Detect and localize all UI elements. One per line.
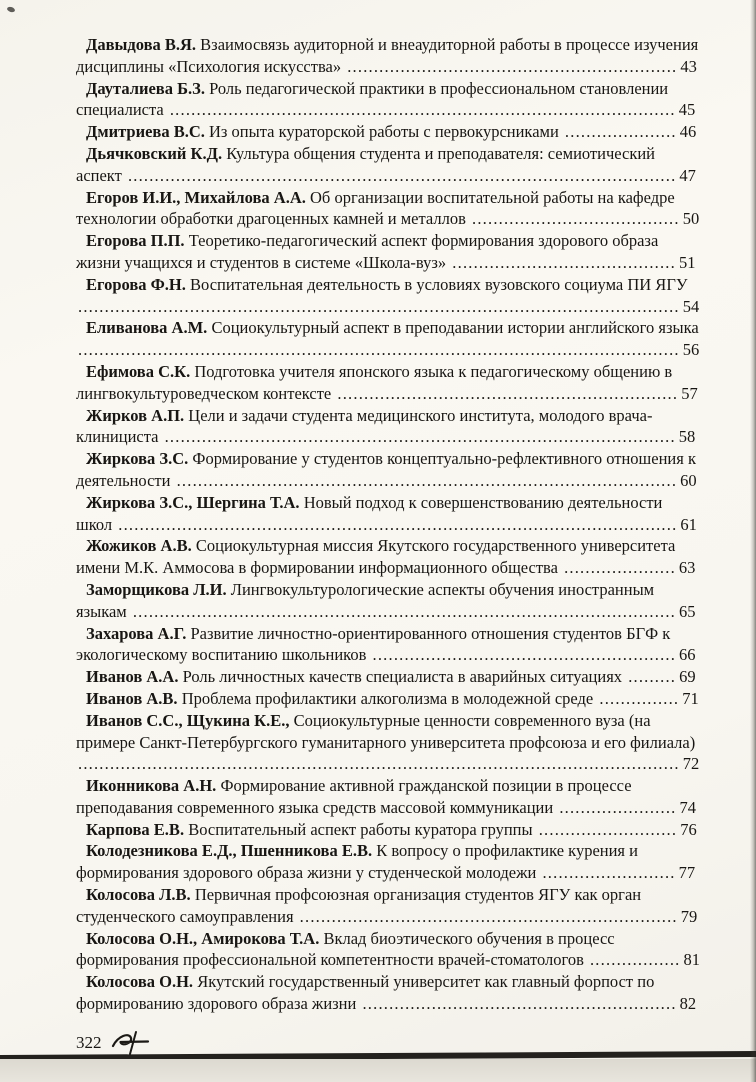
handwritten-ink-mark-icon [110, 1030, 152, 1056]
toc-entry-title: Социокультурный аспект в преподавании истории английского языка [207, 318, 699, 338]
toc-entry [76, 274, 700, 318]
dot-leader: ................................................................................................................. [78, 754, 680, 774]
toc-entry-authors: Иванов С.С., Щукина К.Е., [86, 710, 290, 730]
toc-entry-title: Развитие личностно-ориентированного отношения студентов БГФ к экологическому воспитанию школьников [76, 623, 671, 665]
toc-entry-authors: Колосова О.Н. [86, 972, 194, 992]
toc-entry-title: Воспитательный аспект работы куратора группы [184, 819, 537, 839]
toc-entry [76, 143, 700, 187]
toc-entry-authors: Колосова Л.В. [86, 885, 191, 905]
dot-leader: ............................................................................................... [169, 100, 676, 120]
dot-leader: .......................... [538, 819, 678, 839]
toc-entry [76, 78, 700, 122]
toc-entry-title: Теоретико-педагогический аспект формирования здорового образа жизни учащихся и студентов в системе «Школа-вуз» [76, 231, 659, 272]
toc-entry [76, 317, 700, 361]
toc-entry-title: Культура общения студента и преподавателя: семиотический аспект [76, 143, 656, 185]
toc-entry-authors: Жиркова З.С., Шергина Т.А. [86, 492, 300, 512]
dot-leader: ....................................................................... [299, 906, 678, 926]
toc-entry-title: Воспитательная деятельность в условиях вузовского социума ПИ ЯГУ [185, 274, 688, 294]
dot-leader: ...................... [559, 797, 677, 817]
toc-entry-authors: Егоров И.И., Михайлова А.А. [86, 187, 306, 207]
toc-entry-page: 81 [683, 950, 701, 970]
page-number: 322 [76, 1033, 102, 1052]
toc-entry-title: Роль педагогической практики в профессиональном становлении специалиста [76, 78, 669, 120]
dot-leader: ................................................................................................................. [78, 296, 680, 316]
toc-entry [76, 623, 700, 667]
toc-entry [76, 840, 700, 884]
dot-leader: ............... [599, 688, 680, 708]
toc-entry [76, 819, 700, 841]
toc-entry [76, 579, 700, 623]
toc-entry [76, 492, 700, 536]
toc-entry-authors: Дьячковский К.Д. [86, 143, 223, 163]
toc-entry-authors: Колодезникова Е.Д., Пшенникова Е.В. [86, 841, 373, 861]
toc-entry [76, 448, 700, 492]
toc-entry-title: Социокультурные ценности современного вуза (на примере Санкт-Петербургского гуманитарного университета профсоюза и его филиала) [76, 710, 696, 752]
page-footer [76, 1030, 152, 1056]
scan-area-below-page [0, 1059, 756, 1082]
toc-entry [76, 666, 700, 688]
toc-entry-page: 58 [678, 427, 696, 447]
toc-entry-title: Лингвокультурологические аспекты обучения иностранным языкам [76, 579, 655, 621]
toc-entry-title: Взаимосвязь аудиторной и внеаудиторной работы в процессе изучения дисциплины «Психология искусства» [76, 35, 699, 76]
toc-entry-title: Подготовка учителя японского языка к педагогическому общению в лингвокультуроведческом контексте [76, 361, 673, 403]
toc-entry-page: 74 [679, 797, 696, 817]
toc-entry-title: Формирование активной гражданской позиции в процессе преподавания современного языка средств массовой коммуникации [76, 776, 632, 817]
dot-leader: ...................................................................................................... [132, 601, 677, 621]
toc-entry-authors: Иванов А.А. [86, 667, 179, 687]
dot-leader: ..................... [564, 122, 677, 142]
toc-entry-page: 43 [680, 56, 697, 76]
toc-entry-page: 69 [679, 667, 696, 687]
toc-entry-authors: Дмитриева В.С. [86, 122, 205, 142]
toc-entry [76, 928, 700, 972]
dot-leader: ........................................................... [362, 994, 677, 1014]
dot-leader: ................................................................................................ [164, 427, 676, 447]
table-of-contents [76, 34, 700, 1015]
toc-entry [76, 775, 700, 819]
toc-entry-page: 82 [679, 994, 697, 1014]
dot-leader: ................................................................ [337, 383, 679, 403]
toc-entry [76, 405, 700, 449]
toc-entry-title: Якутский государственный университет как главный форпост по формированию здорового образа жизни [76, 972, 655, 1014]
toc-entry-page: 71 [682, 688, 699, 708]
dot-leader: .............................................................. [347, 56, 678, 76]
dot-leader: ......................................................................................................... [118, 514, 678, 534]
toc-entry-page: 61 [680, 514, 697, 534]
scan-artifact-speck [6, 6, 15, 13]
toc-entry-authors: Иванов А.В. [86, 688, 178, 708]
toc-entry [76, 688, 700, 710]
toc-entry [76, 121, 700, 143]
toc-entry-page: 45 [678, 100, 696, 120]
dot-leader: ....................................... [472, 209, 680, 229]
toc-entry-authors: Колосова О.Н., Амирокова Т.А. [86, 928, 320, 948]
toc-entry-title: Из опыта кураторской работы с первокурсниками [204, 122, 563, 142]
toc-entry-authors: Заморщикова Л.И. [86, 579, 227, 599]
toc-entry-title: Первичная профсоюзная организация студентов ЯГУ как орган студенческого самоуправления [76, 885, 642, 926]
toc-entry-page: 57 [681, 383, 698, 403]
toc-entry-authors: Жиркова З.С. [86, 449, 189, 469]
toc-entry [76, 230, 700, 274]
dot-leader: ....................................................................................................... [127, 165, 677, 185]
toc-entry [76, 361, 700, 405]
toc-entry-authors: Ефимова С.К. [86, 361, 191, 381]
toc-entry-page: 51 [678, 252, 696, 272]
dot-leader: ................. [589, 950, 681, 970]
toc-entry-page: 65 [679, 601, 696, 621]
toc-entry-page: 56 [682, 340, 700, 360]
toc-entry-title: Цели и задачи студента медицинского института, молодого врача-клинициста [76, 405, 653, 447]
toc-entry [76, 34, 700, 78]
toc-entry-title: Вклад биоэтического обучения в процесс формирования профессиональной компетентности врачей-стоматологов [76, 928, 615, 970]
toc-entry-title: Формирование у студентов концептуально-рефлективного отношения к деятельности [76, 449, 696, 490]
toc-entry-title: К вопросу о профилактике курения и формирования здорового образа жизни у студенческой молодежи [76, 841, 638, 883]
dot-leader: ......................................................... [372, 645, 677, 665]
toc-entry-page: 63 [678, 558, 696, 578]
scan-edge-right [750, 0, 756, 1082]
dot-leader: ......... [628, 667, 677, 687]
toc-entry [76, 884, 700, 928]
toc-entry-page: 47 [679, 165, 696, 185]
toc-entry-page: 54 [682, 296, 700, 316]
toc-entry-authors: Дауталиева Б.З. [86, 78, 205, 98]
toc-entry-authors: Еливанова А.М. [86, 318, 208, 338]
toc-entry-page: 60 [680, 470, 697, 490]
toc-entry-page: 72 [682, 754, 700, 774]
dot-leader: ..................... [564, 558, 676, 578]
toc-entry-page: 46 [679, 122, 697, 142]
toc-entry-title: Новый подход к совершенствованию деятельности школ [76, 492, 663, 534]
toc-entry [76, 710, 700, 775]
dot-leader: .......................................... [452, 252, 676, 272]
toc-entry-authors: Захарова А.Г. [86, 623, 187, 643]
toc-entry-page: 76 [680, 819, 697, 839]
toc-entry [76, 187, 700, 231]
toc-entry [76, 971, 700, 1015]
toc-entry-page: 50 [682, 209, 700, 229]
dot-leader: ......................... [542, 863, 676, 883]
toc-entry-title: Социокультурная миссия Якутского государственного университета имени М.К. Аммосова в формировании информационного общества [76, 536, 676, 578]
toc-entry [76, 535, 700, 579]
toc-entry-title: Об организации воспитательной работы на кафедре технологии обработки драгоценных камней и металлов [76, 187, 675, 229]
toc-entry-title: Проблема профилактики алкоголизма в молодежной среде [177, 688, 598, 708]
toc-entry-authors: Давыдова В.Я. [86, 35, 197, 54]
dot-leader: .............................................................................................. [176, 470, 678, 490]
toc-entry-authors: Жирков А.П. [86, 405, 185, 425]
toc-entry-page: 77 [678, 863, 696, 883]
toc-entry-title: Роль личностных качеств специалиста в аварийных ситуациях [178, 667, 627, 687]
toc-entry-authors: Жожиков А.В. [86, 536, 192, 556]
dot-leader: ................................................................................................................. [78, 340, 680, 360]
toc-entry-authors: Егорова Ф.Н. [86, 274, 186, 294]
toc-entry-authors: Иконникова А.Н. [86, 776, 217, 796]
toc-entry-authors: Карпова Е.В. [86, 819, 185, 839]
toc-entry-page: 79 [680, 906, 698, 926]
toc-entry-authors: Егорова П.П. [86, 231, 185, 251]
toc-entry-page: 66 [679, 645, 696, 665]
